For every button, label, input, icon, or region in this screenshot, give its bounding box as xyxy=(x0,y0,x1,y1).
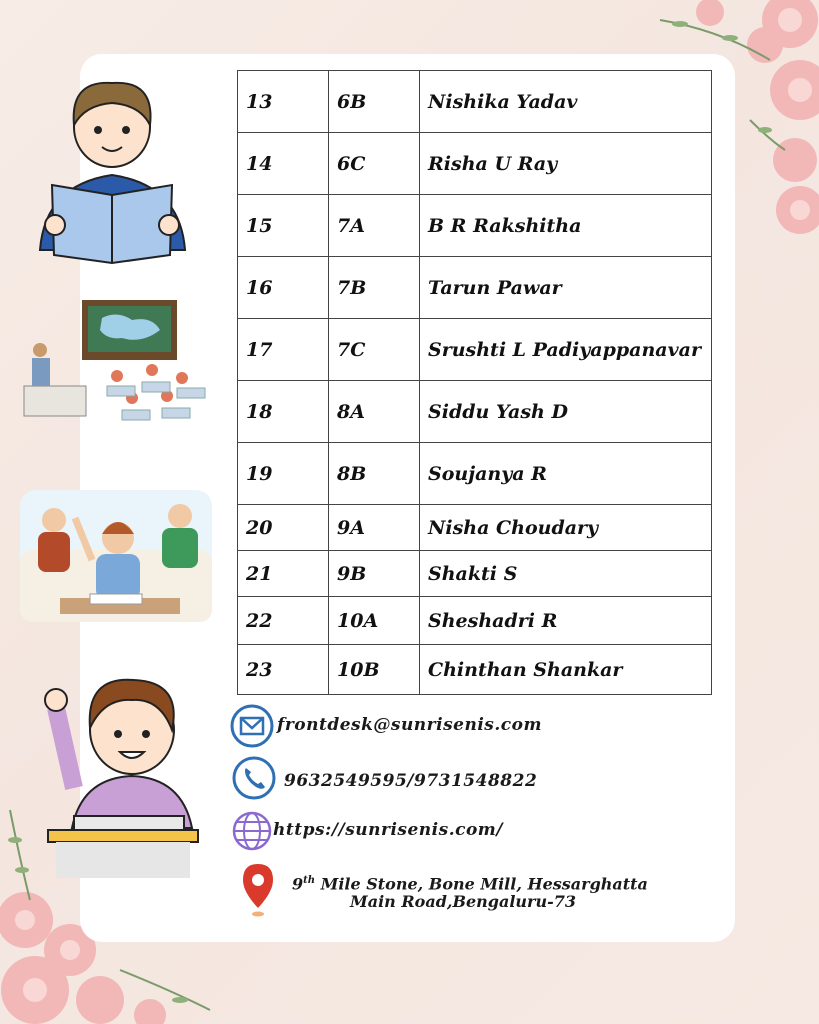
address-line-2: Main Road,Bengaluru-73 xyxy=(350,892,577,912)
class-section: 7B xyxy=(329,257,420,319)
class-section: 6C xyxy=(329,133,420,195)
student-name: Tarun Pawar xyxy=(420,257,712,319)
student-name: B R Rakshitha xyxy=(420,195,712,257)
table-row xyxy=(238,597,712,645)
student-name: Soujanya R xyxy=(420,443,712,505)
phone-numbers: 9632549595/9731548822 xyxy=(284,771,538,791)
roll-number: 14 xyxy=(238,133,329,195)
classroom-illustration xyxy=(22,298,222,448)
table-row xyxy=(238,133,712,195)
table-row xyxy=(238,319,712,381)
school-address xyxy=(292,872,648,911)
class-section: 9B xyxy=(329,551,420,597)
class-section: 8B xyxy=(329,443,420,505)
student-name: Siddu Yash D xyxy=(420,381,712,443)
student-name: Shakti S xyxy=(420,551,712,597)
student-name: Chinthan Shankar xyxy=(420,645,712,695)
table-row xyxy=(238,71,712,133)
student-name: Risha U Ray xyxy=(420,133,712,195)
address-line-1: 9th Mile Stone, Bone Mill, Hessarghatta xyxy=(292,874,648,894)
class-section: 9A xyxy=(329,505,420,551)
table-row xyxy=(238,505,712,551)
roll-number: 17 xyxy=(238,319,329,381)
email-link[interactable]: frontdesk@sunrisenis.com xyxy=(277,715,542,735)
student-name: Srushti L Padiyappanavar xyxy=(420,319,712,381)
location-pin-icon xyxy=(241,862,275,918)
roll-number: 13 xyxy=(238,71,329,133)
table-row xyxy=(238,257,712,319)
roll-number: 19 xyxy=(238,443,329,505)
roll-number: 23 xyxy=(238,645,329,695)
class-section: 6B xyxy=(329,71,420,133)
website-link[interactable]: https://sunrisenis.com/ xyxy=(273,820,504,840)
table-row xyxy=(238,381,712,443)
table-row xyxy=(238,443,712,505)
class-section: 10B xyxy=(329,645,420,695)
students-raising-hands-illustration xyxy=(20,490,212,622)
roll-number: 18 xyxy=(238,381,329,443)
boy-at-desk-illustration xyxy=(42,668,202,880)
student-name: Sheshadri R xyxy=(420,597,712,645)
roll-number: 16 xyxy=(238,257,329,319)
class-section: 7A xyxy=(329,195,420,257)
table-row xyxy=(238,645,712,695)
globe-icon xyxy=(231,810,273,852)
student-name: Nisha Choudary xyxy=(420,505,712,551)
roll-number: 15 xyxy=(238,195,329,257)
student-name: Nishika Yadav xyxy=(420,71,712,133)
phone-icon xyxy=(232,756,276,800)
roll-number: 21 xyxy=(238,551,329,597)
email-icon xyxy=(230,704,274,748)
roll-number: 22 xyxy=(238,597,329,645)
class-section: 7C xyxy=(329,319,420,381)
table-row xyxy=(238,551,712,597)
class-section: 10A xyxy=(329,597,420,645)
student-roster-table xyxy=(237,70,712,695)
table-row xyxy=(238,195,712,257)
roll-number: 20 xyxy=(238,505,329,551)
boy-reading-book-illustration xyxy=(30,75,195,265)
class-section: 8A xyxy=(329,381,420,443)
